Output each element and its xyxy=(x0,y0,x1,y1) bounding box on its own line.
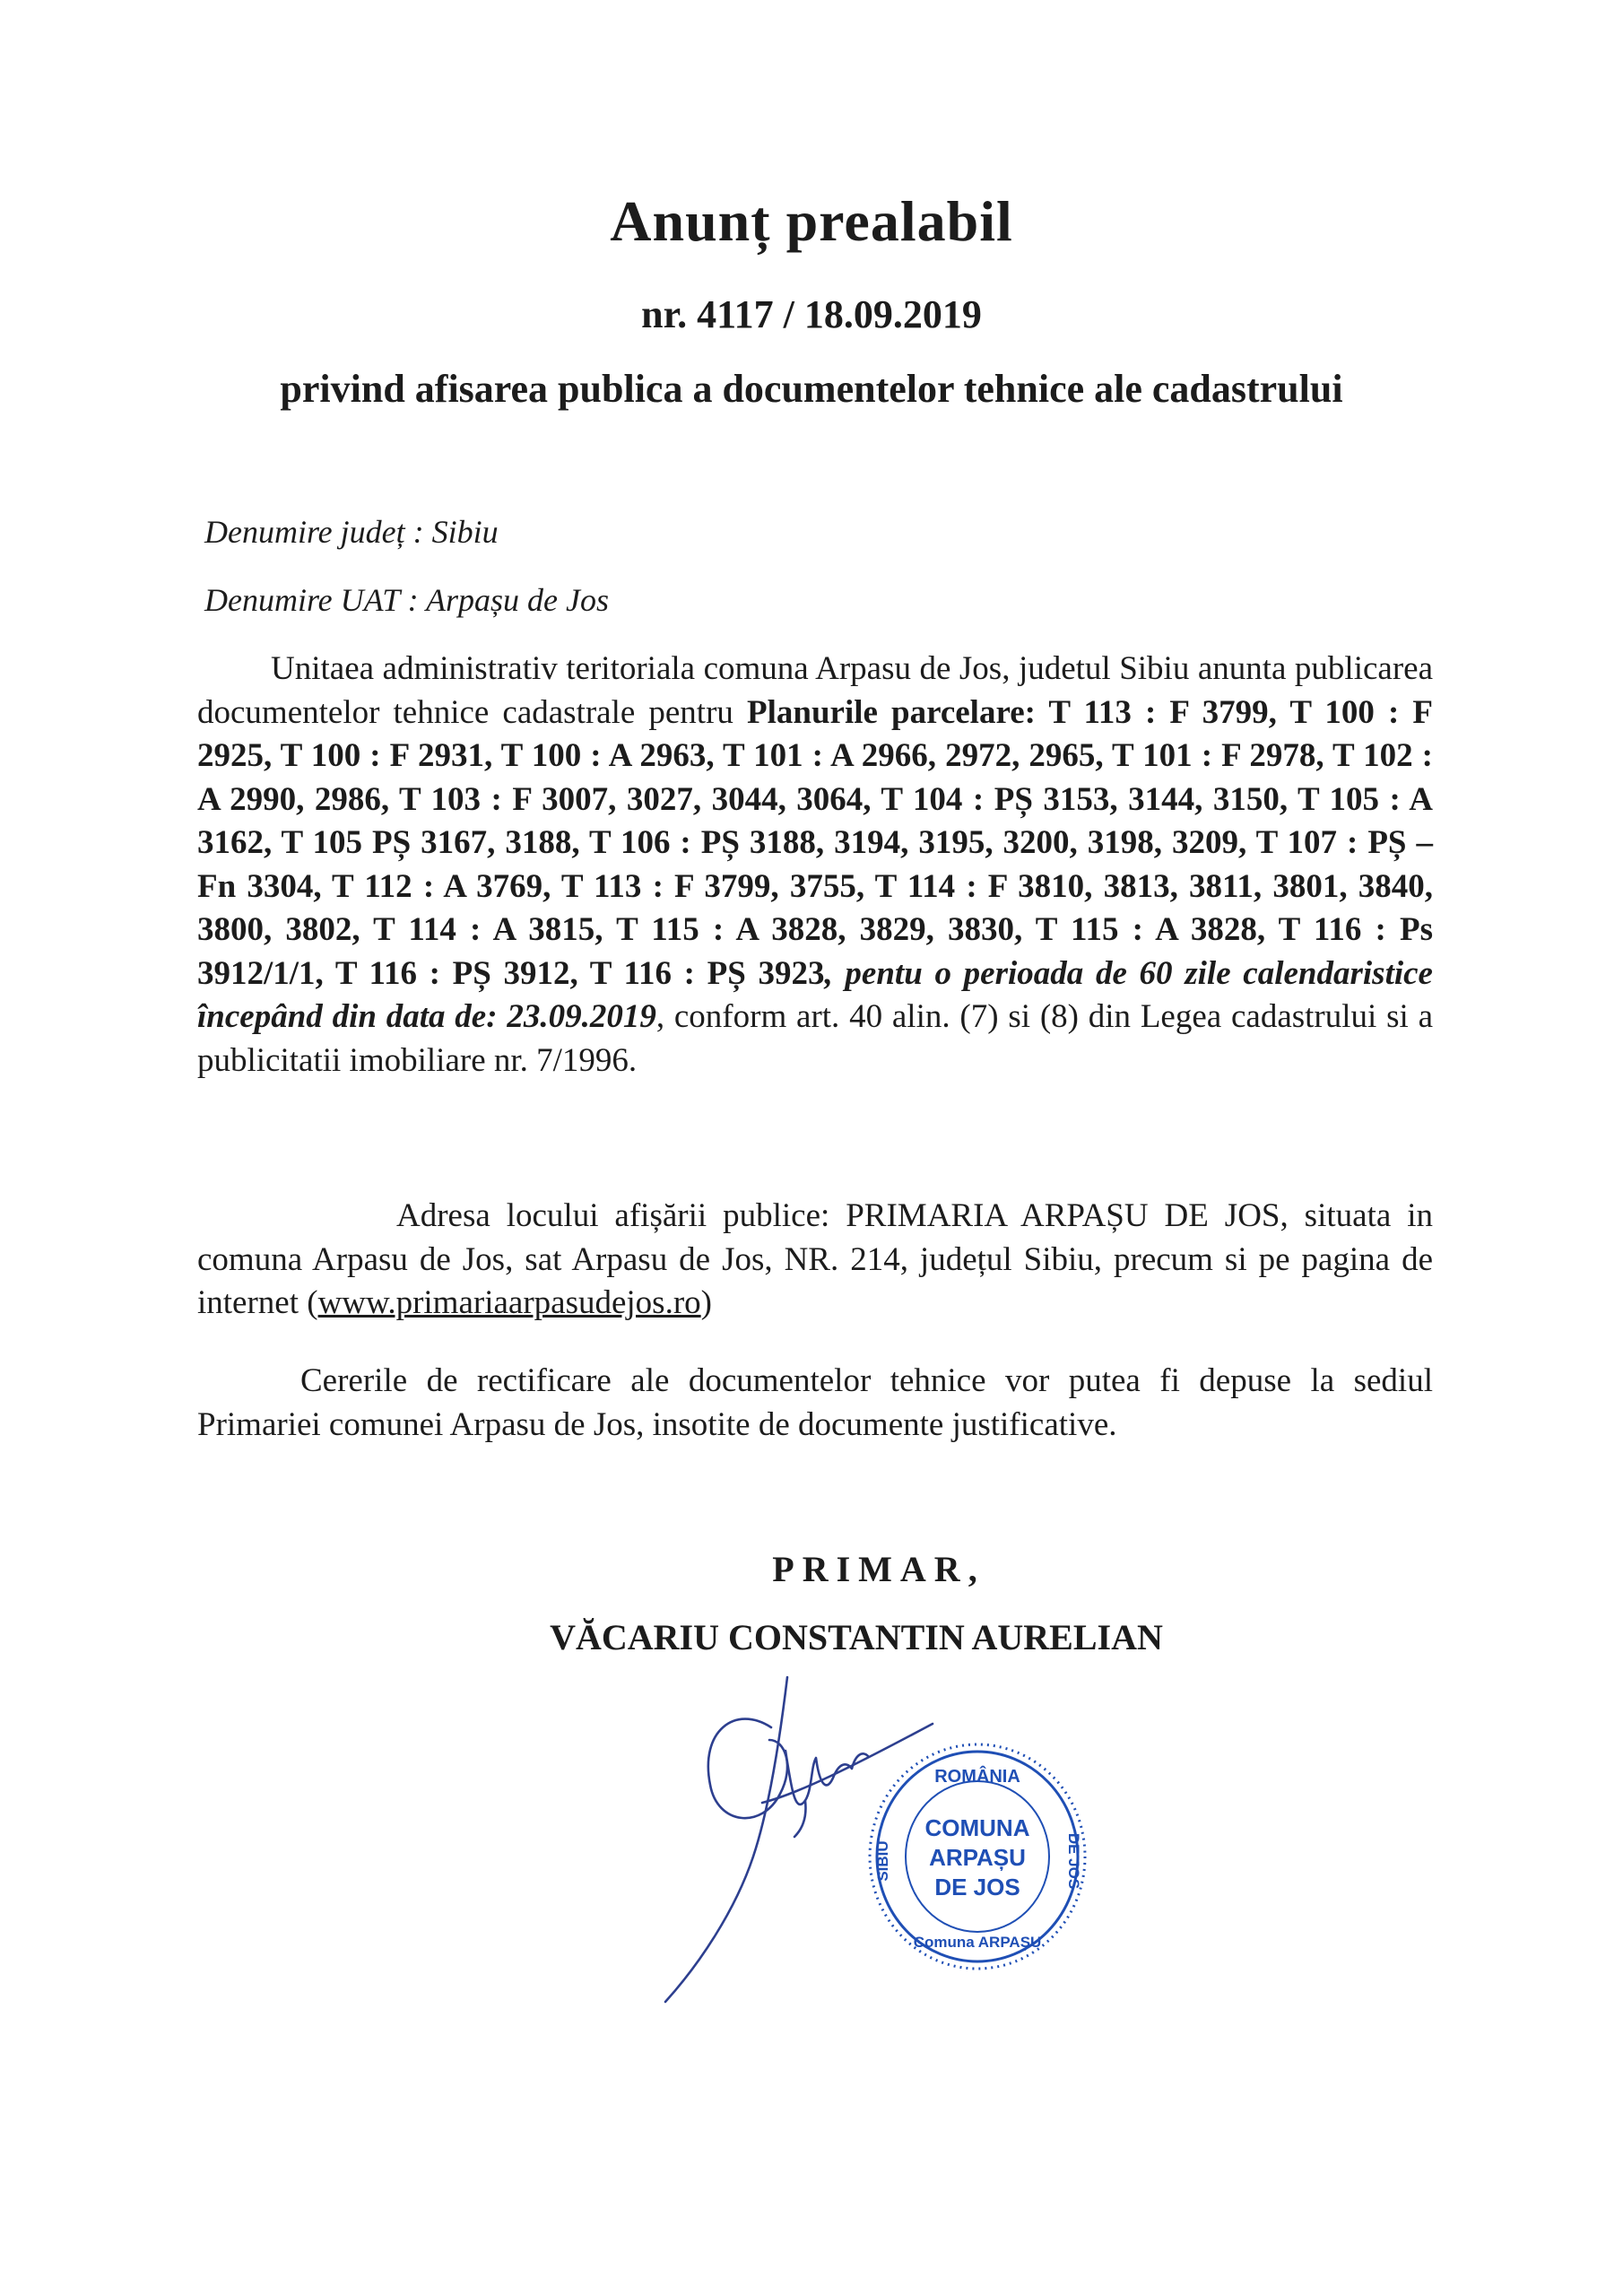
document-subtitle: privind afisarea publica a documentelor tehnice ale cadastrului xyxy=(280,367,1343,411)
address-paragraph xyxy=(197,1195,1433,1326)
stamp-center-line1: COMUNA xyxy=(924,1814,1030,1841)
intro-text: Unitaea administrativ teritoriala comuna Arpasu de Jos, judetul Sibiu anunta publicarea documentelor tehnice cadastrale pentru xyxy=(197,650,1433,731)
mayor-name: VĂCARIU CONSTANTIN AURELIAN xyxy=(550,1617,1163,1657)
address-text: Adresa locului afișării publice: PRIMARIA ARPAȘU DE JOS, situata in comuna Arpasu de Jos, sat Arpasu de Jos, NR. 214, județul Sibiu, precum si pe pagina de internet ( xyxy=(197,1197,1433,1321)
rectification-paragraph: Cererile de rectificare ale documentelor tehnice vor putea fi depuse la sediul Primariei comunei Arpasu de Jos, insotite de documente justificative. xyxy=(197,1362,1433,1443)
stamp-ring-right: DE JOS xyxy=(1065,1832,1082,1890)
document-title: Anunț prealabil xyxy=(610,189,1013,253)
website-link[interactable]: www.primariaarpasudejos.ro xyxy=(317,1284,701,1321)
stamp-center-line3: DE JOS xyxy=(934,1874,1020,1900)
stamp-ring-left: SIBIU xyxy=(874,1840,891,1882)
document-number: nr. 4117 / 18.09.2019 xyxy=(641,292,982,336)
address-end: ) xyxy=(700,1284,712,1321)
stamp-ring-top: ROMÂNIA xyxy=(934,1767,1020,1787)
official-stamp xyxy=(861,1735,1094,1978)
announcement-paragraph xyxy=(197,648,1433,1083)
parcel-plans: Planurile parcelare: T 113 : F 3799, T 100 : F 2925, T 100 : F 2931, T 100 : A 2963, T 101 : A 2966, 2972, 2965, T 101 : F 2978, T 102 : A 2990, 2986, T 103 : F 3007, 3027, 3044, 3064, T 104 : PȘ 3153, 3144, 3150, T 105 : A 3162, T 105 PȘ 3167, 3188, T 106 : PȘ 3188, 3194, 3195, 3200, 3198, 3209, T 107 : PȘ – Fn 3304, T 112 : A 3769, T 113 : F 3799, 3755, T 114 : F 3810, 3813, 3811, 3801, 3840, 3800, 3802, T 114 : A 3815, T 115 : A 3828, 3829, 3830, T 115 : A 3828, T 116 : Ps 3912/1/1, T 116 : PȘ 3912, T 116 : PȘ 3923 xyxy=(197,693,1434,992)
mayor-title: PRIMAR, xyxy=(772,1549,985,1589)
stamp-center-line2: ARPAȘU xyxy=(929,1844,1026,1871)
uat-name: Denumire UAT : Arpașu de Jos xyxy=(204,582,609,618)
stamp-ring-bottom: Comuna ARPAȘU xyxy=(913,1934,1042,1951)
display-period: , pentu o perioada de 60 zile calendaristice începând din data de: 23.09.2019 xyxy=(197,954,1433,1035)
county-name: Denumire județ : Sibiu xyxy=(204,514,499,550)
legal-reference: , conform art. 40 alin. (7) si (8) din Legea cadastrului si a publicitatii imobiliare nr. 7/1996. xyxy=(197,998,1433,1079)
